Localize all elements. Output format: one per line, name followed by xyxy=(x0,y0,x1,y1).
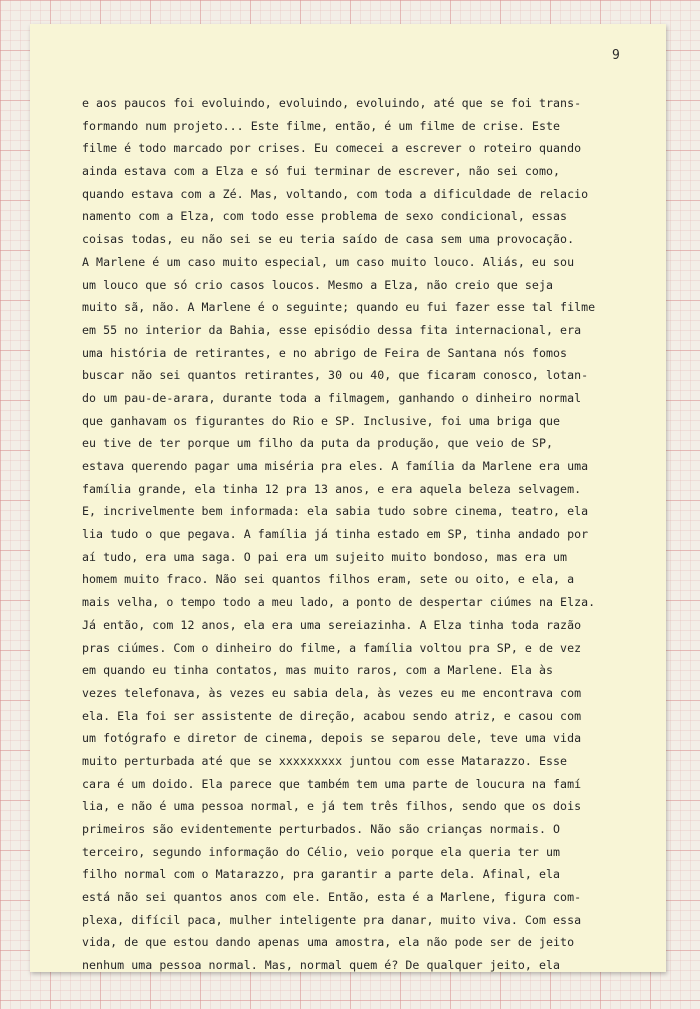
text-line: A Marlene é um caso muito especial, um caso muito louco. Aliás, eu sou xyxy=(82,254,575,269)
text-line: um fotógrafo e diretor de cinema, depois se separou dele, teve uma vida xyxy=(82,731,582,746)
text-line: Já então, com 12 anos, ela era uma sereiazinha. A Elza tinha toda razão xyxy=(82,617,582,632)
text-line: família grande, ela tinha 12 pra 13 anos, e era aquela beleza selvagem. xyxy=(82,481,582,496)
text-line: ela. Ela foi ser assistente de direção, acabou sendo atriz, e casou com xyxy=(82,708,582,723)
text-line: eu tive de ter porque um filho da puta da produção, que veio de SP, xyxy=(82,436,554,451)
text-line: nenhum uma pessoa normal. Mas, normal quem é? De qualquer jeito, ela xyxy=(82,958,561,973)
text-line: em 55 no interior da Bahia, esse episódio dessa fita internacional, era xyxy=(82,322,582,337)
text-line: mais velha, o tempo todo a meu lado, a ponto de despertar ciúmes na Elza. xyxy=(82,595,596,610)
text-line: pras ciúmes. Com o dinheiro do filme, a família voltou pra SP, e de vez xyxy=(82,640,582,655)
text-line: lia, e não é uma pessoa normal, e já tem três filhos, sendo que os dois xyxy=(82,799,582,814)
typewritten-body-text xyxy=(82,92,642,977)
text-line: vezes telefonava, às vezes eu sabia dela, às vezes eu me encontrava com xyxy=(82,685,582,700)
text-line: que ganhavam os figurantes do Rio e SP. Inclusive, foi uma briga que xyxy=(82,413,561,428)
text-line: lia tudo o que pegava. A família já tinha estado em SP, tinha andado por xyxy=(82,527,589,542)
text-line: muito perturbada até que se xxxxxxxxx juntou com esse Matarazzo. Esse xyxy=(82,753,568,768)
page-number: 9 xyxy=(612,48,620,63)
text-line: coisas todas, eu não sei se eu teria saído de casa sem uma provocação. xyxy=(82,232,575,247)
text-line: uma história de retirantes, e no abrigo de Feira de Santana nós fomos xyxy=(82,345,568,360)
text-line: formando num projeto... Este filme, então, é um filme de crise. Este xyxy=(82,118,561,133)
text-line: homem muito fraco. Não sei quantos filhos eram, sete ou oito, e ela, a xyxy=(82,572,575,587)
text-line: filho normal com o Matarazzo, pra garantir a parte dela. Afinal, ela xyxy=(82,867,561,882)
text-line: vida, de que estou dando apenas uma amostra, ela não pode ser de jeito xyxy=(82,935,575,950)
text-line: aí tudo, era uma saga. O pai era um sujeito muito bondoso, mas era um xyxy=(82,549,568,564)
text-line: buscar não sei quantos retirantes, 30 ou 40, que ficaram conosco, lotan- xyxy=(82,368,589,383)
text-line: está não sei quantos anos com ele. Então, esta é a Marlene, figura com- xyxy=(82,890,582,905)
text-line: do um pau-de-arara, durante toda a filmagem, ganhando o dinheiro normal xyxy=(82,390,582,405)
text-line: plexa, difícil paca, mulher inteligente pra danar, muito viva. Com essa xyxy=(82,912,582,927)
text-line: quando estava com a Zé. Mas, voltando, com toda a dificuldade de relacio xyxy=(82,186,589,201)
text-line: filme é todo marcado por crises. Eu comecei a escrever o roteiro quando xyxy=(82,141,582,156)
text-line: primeiros são evidentemente perturbados. Não são crianças normais. O xyxy=(82,822,561,836)
text-line: um louco que só crio casos loucos. Mesmo a Elza, não creio que seja xyxy=(82,277,554,292)
text-line: terceiro, segundo informação do Célio, veio porque ela queria ter um xyxy=(82,844,561,859)
text-line: ainda estava com a Elza e só fui terminar de escrever, não sei como, xyxy=(82,164,561,179)
text-line: estava querendo pagar uma miséria pra eles. A família da Marlene era uma xyxy=(82,459,589,473)
text-line: E, incrivelmente bem informada: ela sabia tudo sobre cinema, teatro, ela xyxy=(82,504,589,519)
text-line: em quando eu tinha contatos, mas muito raros, com a Marlene. Ela às xyxy=(82,663,554,678)
text-line: muito sã, não. A Marlene é o seguinte; quando eu fui fazer esse tal filme xyxy=(82,300,596,315)
text-line: cara é um doido. Ela parece que também tem uma parte de loucura na famí xyxy=(82,776,582,791)
text-line: namento com a Elza, com todo esse problema de sexo condicional, essas xyxy=(82,209,568,224)
text-line: e aos paucos foi evoluindo, evoluindo, evoluindo, até que se foi trans- xyxy=(82,96,582,110)
